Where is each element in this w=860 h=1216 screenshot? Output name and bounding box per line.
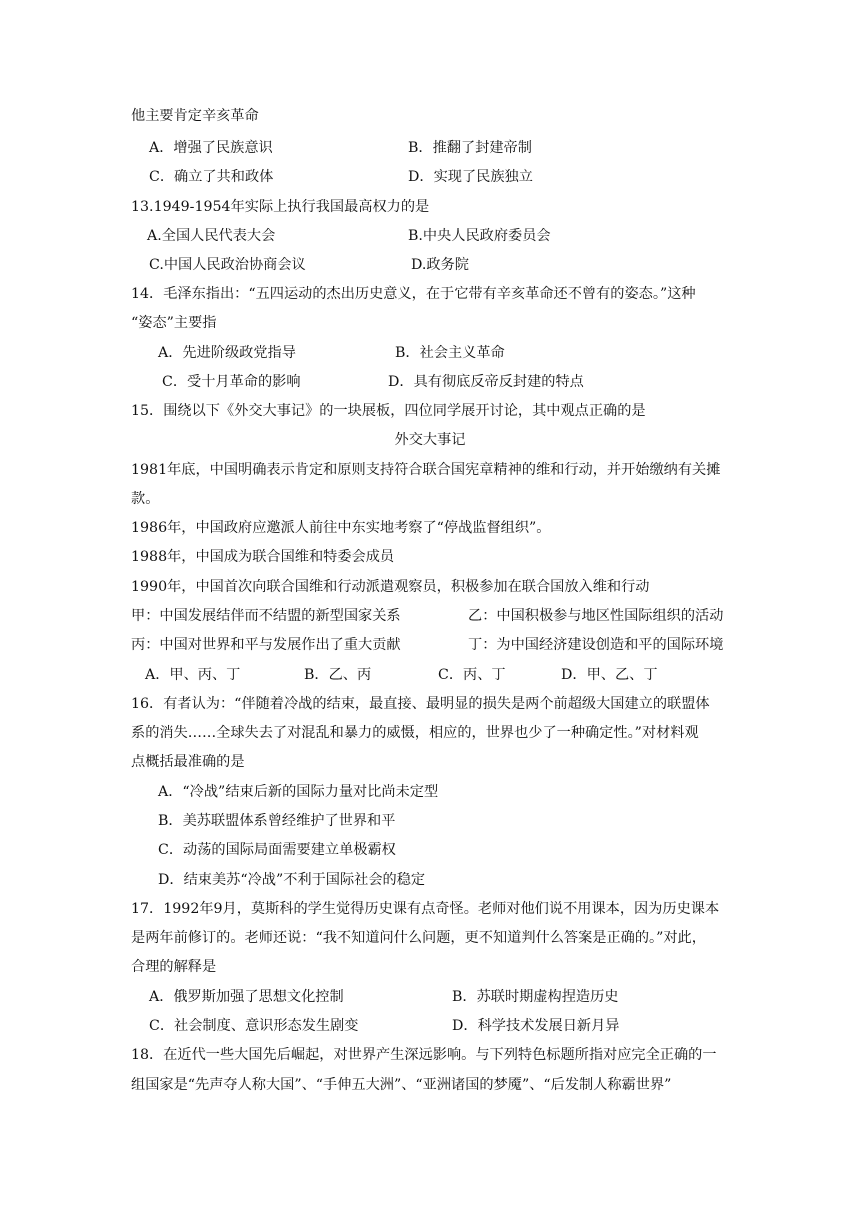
q16-stem-line1: 16．有者认为：“伴随着冷战的结束，最直接、最明显的损失是两个前超级大国建立的联盟体 bbox=[131, 696, 710, 712]
q15-event-3: 1988年，中国成为联合国维和特委会成员 bbox=[131, 549, 395, 565]
q12-option-d: D．实现了民族独立 bbox=[408, 169, 533, 185]
q14-stem-line1: 14．毛泽东指出：“五四运动的杰出历史意义，在于它带有辛亥革命还不曾有的姿态。”这种 bbox=[131, 286, 696, 302]
q15-event-1: 1981年底，中国明确表示肯定和原则支持符合联合国宪章精神的维和行动，并开始缴纳有关摊 bbox=[131, 462, 721, 478]
q15-event-2: 1986年，中国政府应邀派人前往中东实地考察了“停战监督组织”。 bbox=[131, 520, 551, 536]
q15-event-4: 1990年，中国首次向联合国维和行动派遣观察员，积极参加在联合国放入维和行动 bbox=[131, 579, 650, 595]
q12-option-a: A．增强了民族意识 bbox=[149, 140, 273, 156]
q14-option-a: A．先进阶级政党指导 bbox=[158, 345, 296, 361]
q15-view-ding: 丁：为中国经济建设创造和平的国际环境 bbox=[468, 637, 724, 653]
q14-stem-line2: “姿态”主要指 bbox=[131, 315, 217, 331]
q16-option-d: D．结束美苏“冷战”不利于国际社会的稳定 bbox=[158, 872, 426, 888]
q14-option-d: D．具有彻底反帝反封建的特点 bbox=[388, 374, 584, 390]
q15-option-a: A．甲、丙、丁 bbox=[145, 667, 241, 683]
q16-option-b: B．美苏联盟体系曾经维护了世界和平 bbox=[158, 813, 396, 829]
q17-stem-line3: 合理的解释是 bbox=[131, 959, 217, 975]
q16-stem-line3: 点概括最准确的是 bbox=[131, 754, 245, 770]
q16-stem-line2: 系的消失……全球失去了对混乱和暴力的威慑，相应的，世界也少了一种确定性。”对材料观 bbox=[131, 725, 699, 741]
q12-option-b: B．推翻了封建帝制 bbox=[408, 140, 532, 156]
q13-option-a: A.全国人民代表大会 bbox=[147, 228, 276, 244]
q13-stem: 13.1949-1954年实际上执行我国最高权力的是 bbox=[131, 199, 430, 215]
q13-option-b: B.中央人民政府委员会 bbox=[408, 228, 551, 244]
q18-stem-line1: 18．在近代一些大国先后崛起，对世界产生深远影响。与下列特色标题所指对应完全正确的一 bbox=[131, 1047, 717, 1063]
q16-option-c: C．动荡的国际局面需要建立单极霸权 bbox=[158, 842, 396, 858]
q18-stem-line2: 组国家是“先声夺人称大国”、“手伸五大洲”、“亚洲诸国的梦魇”、“后发制人称霸世界” bbox=[131, 1077, 672, 1093]
q15-view-jia: 甲：中国发展结伴而不结盟的新型国家关系 bbox=[131, 608, 401, 624]
q15-view-yi: 乙：中国积极参与地区性国际组织的活动 bbox=[468, 608, 724, 624]
q15-option-d: D．甲、乙、丁 bbox=[561, 667, 658, 683]
q16-option-a: A．“冷战”结束后新的国际力量对比尚未定型 bbox=[158, 784, 439, 800]
q17-stem-line2: 是两年前修订的。老师还说：“我不知道问什么问题，更不知道判什么答案是正确的。”对此， bbox=[131, 930, 706, 946]
q15-board-title: 外交大事记 bbox=[394, 432, 466, 448]
q12-stem-tail: 他主要肯定辛亥革命 bbox=[131, 108, 259, 124]
q17-option-b: B．苏联时期虚构捏造历史 bbox=[452, 989, 619, 1005]
q17-stem-line1: 17．1992年9月，莫斯科的学生觉得历史课有点奇怪。老师对他们说不用课本，因为历史课本 bbox=[131, 901, 720, 917]
q15-stem: 15．围绕以下《外交大事记》的一块展板，四位同学展开讨论，其中观点正确的是 bbox=[131, 403, 646, 419]
q15-view-bing: 丙：中国对世界和平与发展作出了重大贡献 bbox=[131, 637, 401, 653]
q13-option-c: C.中国人民政治协商会议 bbox=[149, 257, 306, 273]
q14-option-b: B．社会主义革命 bbox=[395, 345, 505, 361]
q15-option-c: C．丙、丁 bbox=[438, 667, 506, 683]
q17-option-c: C．社会制度、意识形态发生剧变 bbox=[149, 1018, 359, 1034]
q13-option-d: D.政务院 bbox=[411, 257, 469, 273]
q17-option-d: D．科学技术发展日新月异 bbox=[452, 1018, 620, 1034]
q17-option-a: A．俄罗斯加强了思想文化控制 bbox=[149, 989, 344, 1005]
q15-option-b: B．乙、丙 bbox=[304, 667, 372, 683]
q15-event-1-cont: 款。 bbox=[131, 491, 160, 507]
q14-option-c: C．受十月革命的影响 bbox=[162, 374, 301, 390]
q12-option-c: C．确立了共和政体 bbox=[149, 169, 274, 185]
